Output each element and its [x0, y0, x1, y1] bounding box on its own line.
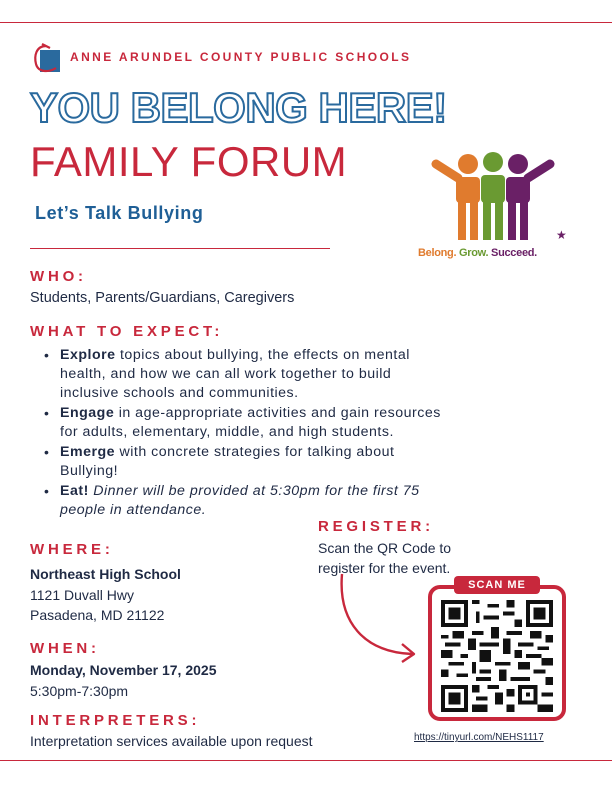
tagline: [418, 247, 537, 259]
school-logo-icon: [32, 42, 62, 74]
list-item: • Eat! Dinner will be provided at 5:30pm for the first 75 people in attendance.: [42, 482, 562, 520]
who-text: Students, Parents/Guardians, Caregivers: [30, 290, 295, 306]
list-item: • Engage in age-appropriate activities and gain resources for adults, elementary, middle, and high students.: [42, 404, 562, 442]
event-title: FAMILY FORUM: [30, 138, 348, 185]
register-line-2: register for the event.: [318, 560, 451, 576]
scan-me-label: SCAN ME: [454, 576, 540, 594]
register-label: REGISTER:: [318, 518, 434, 535]
venue-city: Pasadena, MD 21122: [30, 607, 165, 623]
bottom-rule: [0, 760, 612, 761]
tagline-grow: Grow.: [459, 247, 489, 259]
list-item: • Emerge with concrete strategies for talking about Bullying!: [42, 443, 562, 481]
list-item: • Explore topics about bullying, the effects on mental health, and how we can all work together to build inclusive schools and communities.: [42, 346, 562, 403]
who-label: WHO:: [30, 268, 87, 285]
people-group-icon: [428, 150, 558, 242]
star-icon: ★: [556, 228, 567, 242]
arrow-icon: [334, 572, 424, 664]
item-keyword: Explore: [60, 347, 116, 363]
when-label: WHEN:: [30, 640, 100, 657]
tagline-belong: Belong.: [418, 247, 457, 259]
venue-street: 1121 Duvall Hwy: [30, 587, 135, 603]
tagline-succeed: Succeed.: [491, 247, 537, 259]
venue-name: Northeast High School: [30, 566, 181, 582]
event-time: 5:30pm-7:30pm: [30, 683, 129, 699]
section-divider: [30, 248, 330, 249]
top-rule: [0, 22, 612, 23]
registration-link[interactable]: https://tinyurl.com/NEHS1117: [414, 732, 544, 743]
qr-code-icon[interactable]: [441, 600, 553, 712]
item-keyword: Engage: [60, 405, 115, 421]
where-label: WHERE:: [30, 541, 114, 558]
expect-list: [42, 346, 562, 521]
event-subtitle: Let’s Talk Bullying: [35, 203, 204, 223]
event-date: Monday, November 17, 2025: [30, 662, 217, 678]
org-name: ANNE ARUNDEL COUNTY PUBLIC SCHOOLS: [70, 50, 412, 64]
interpreters-text: Interpretation services available upon request: [30, 733, 313, 749]
register-line-1: Scan the QR Code to: [318, 540, 452, 556]
headline: YOU BELONG HERE!: [30, 84, 447, 131]
interpreters-label: INTERPRETERS:: [30, 712, 201, 729]
item-keyword: Emerge: [60, 444, 116, 460]
item-keyword: Eat!: [60, 483, 89, 499]
expect-label: WHAT TO EXPECT:: [30, 323, 224, 340]
